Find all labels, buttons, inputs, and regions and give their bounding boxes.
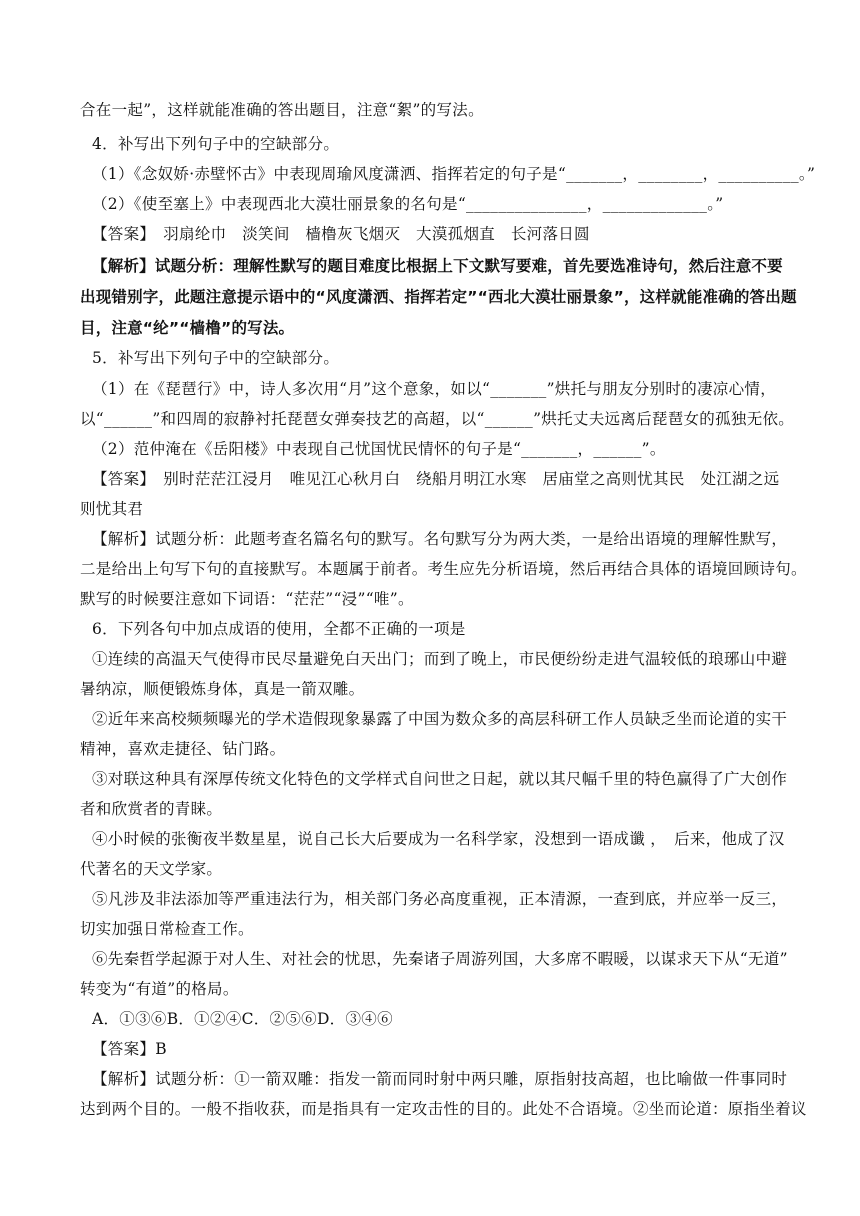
question-6-sentence-6-line-2: 转变为“有道”的格局。 [80,980,239,998]
question-4-item-2: （2）《使至塞上》中表现西北大漠壮丽景象的名句是“_______________，_____________。” [92,195,724,213]
question-6-sentence-5-line-1: ⑤凡涉及非法添加等严重违法行为，相关部门务必高度重视，正本清源，一查到底，并应举一反三， [92,890,788,908]
question-6-sentence-4-line-1: ④小时候的张衡夜半数星星，说自己长大后要成为一名科学家，没想到一语成谶 ， 后来，他成了汉 [92,830,785,848]
question-6-sentence-6-line-1: ⑥先秦哲学起源于对人生、对社会的忧思，先秦诸子周游列国，大多席不暇暖，以谋求天下从“无道” [92,950,788,968]
question-5-analysis-line-3: 默写的时候要注意如下词语：“茫茫”“浸”“唯”。 [80,590,414,608]
question-6-analysis-line-1: 【解析】试题分析：①一箭双雕：指发一箭而同时射中两只雕，原指射技高超，也比喻做一件事同时 [92,1070,788,1088]
question-6-analysis-line-2: 达到两个目的。一般不指收获，而是指具有一定攻击性的目的。此处不合语境。②坐而论道：原指坐着议 [80,1100,807,1118]
question-6-sentence-2-line-1: ②近年来高校频频曝光的学术造假现象暴露了中国为数众多的高层科研工作人员缺乏坐而论道的实干 [92,710,788,728]
question-5-answer-line-1: 【答案】 别时茫茫江浸月 唯见江心秋月白 绕船月明江水寒 居庙堂之高则忧其民 处江湖之远 [92,470,780,488]
question-6-answer: 【答案】B [92,1040,167,1058]
question-6-sentence-2-line-2: 精神，喜欢走捷径、钻门路。 [80,740,286,758]
question-4-analysis-line-1: 【解析】试题分析：理解性默写的题目难度比根据上下文默写要难，首先要选准诗句，然后注意不要 [92,257,783,275]
question-4-analysis-line-3: 目，注意“纶”“樯橹”的写法。 [80,319,295,337]
question-6-options: A．①③⑥B．①②④C．②⑤⑥D．③④⑥ [92,1010,393,1028]
text-line-continuation: 合在一起”，这样就能准确的答出题目，注意“絮”的写法。 [80,101,484,119]
question-4-item-1: （1）《念奴娇·赤壁怀古》中表现周瑜风度潇洒、指挥若定的句子是“_______，________，__________。” [92,165,816,183]
question-4-answer: 【答案】 羽扇纶巾 淡笑间 樯橹灰飞烟灭 大漠孤烟直 长河落日圆 [92,225,590,243]
question-4-analysis-line-2: 出现错别字，此题注意提示语中的“风度潇洒、指挥若定”“西北大漠壮丽景象”，这样就能准确的答出题 [80,288,797,306]
question-4-heading: 4．补写出下列句子中的空缺部分。 [92,135,340,153]
question-5-item-2: （2）范仲淹在《岳阳楼》中表现自己忧国忧民情怀的句子是“_______，______”。 [92,440,666,458]
question-6-sentence-1-line-1: ①连续的高温天气使得市民尽量避免白天出门；而到了晚上，市民便纷纷走进气温较低的琅琊山中避 [92,650,788,668]
question-5-heading: 5．补写出下列句子中的空缺部分。 [92,349,340,367]
question-6-sentence-3-line-1: ③对联这种具有深厚传统文化特色的文学样式自问世之日起，就以其尺幅千里的特色赢得了广大创作 [92,770,788,788]
question-5-item-1-line-2: 以“______”和四周的寂静衬托琵琶女弹奏技艺的高超，以“______”烘托丈夫远离后琵琶女的孤独无依。 [80,410,795,428]
question-5-item-1-line-1: （1）在《琵琶行》中，诗人多次用“月”这个意象，如以“_______”烘托与朋友分别时的凄凉心情， [92,380,777,398]
question-5-analysis-line-2: 二是给出上句写下句的直接默写。本题属于前者。考生应先分析语境，然后再结合具体的语境回顾诗句。 [80,560,807,578]
question-6-sentence-5-line-2: 切实加强日常检查工作。 [80,920,254,938]
question-5-answer-line-2: 则忧其君 [80,500,144,518]
question-6-sentence-3-line-2: 者和欣赏者的青睐。 [80,800,223,818]
question-5-analysis-line-1: 【解析】试题分析：此题考查名篇名句的默写。名句默写分为两大类，一是给出语境的理解性默写， [92,530,788,548]
question-6-sentence-4-line-2: 代著名的天文学家。 [80,860,223,878]
question-6-heading: 6．下列各句中加点成语的使用，全都不正确的一项是 [92,620,466,638]
question-6-sentence-1-line-2: 暑纳凉，顺便锻炼身体，真是一箭双雕。 [80,680,365,698]
